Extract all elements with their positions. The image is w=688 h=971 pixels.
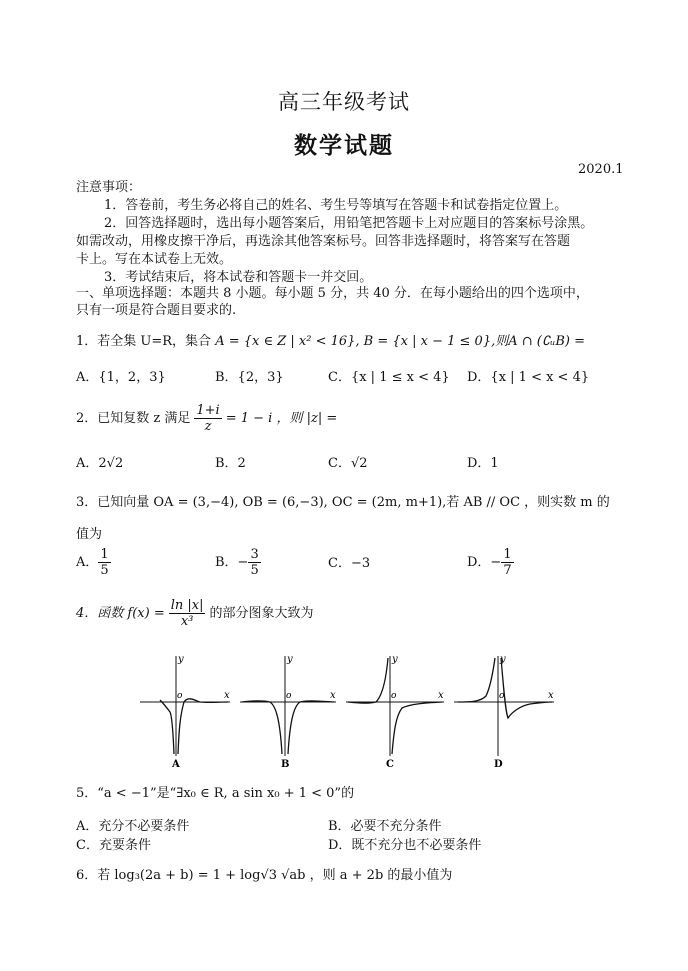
q2-option-d: D．1 (467, 456, 499, 471)
q5-stem: 5．“a < −1”是“∃x₀ ∈ R, a sin x₀ + 1 < 0”的 (76, 786, 355, 801)
q2-stem (76, 403, 337, 434)
q3-option-a (76, 547, 111, 578)
q3-option-b-fraction (248, 547, 260, 578)
notice-item-1: 1．答卷前，考生务必将自己的姓名、考生号等填写在答题卡和试卷指定位置上。 (104, 198, 568, 213)
q6-stem: 6．若 log₃(2a + b) = 1 + log√3 √ab ，则 a + 2b 的最小值为 (76, 868, 453, 883)
q4-graph-d-origin: o (499, 691, 505, 701)
q3-option-a-fraction (98, 547, 110, 578)
q3-option-d (467, 547, 514, 578)
q1-set-b: , B = {x | x − 1 ≤ 0} (355, 334, 492, 349)
q4-graph-a (140, 654, 230, 770)
q3-stem-line-2: 值为 (76, 527, 103, 542)
notice-item-2-line-3: 卡上。写在本试卷上无效。 (76, 252, 233, 267)
q3-option-a-label: A． (76, 554, 99, 570)
q3-option-c: C．−3 (328, 556, 371, 571)
q4-graph-b-y-label: y (287, 654, 293, 665)
q4-graph-b-origin: o (286, 691, 292, 701)
q4-graph-b-label: B (281, 759, 290, 770)
q4-graph-c-origin: o (391, 691, 397, 701)
q4-stem-prefix: 4．函数 f(x) = (76, 605, 165, 621)
q3-option-d-numerator: 1 (503, 547, 512, 562)
q4-graph-d-x-label: x (548, 690, 554, 701)
q4-graph-a-origin: o (177, 691, 183, 701)
q4-stem-suffix: 的部分图象大致为 (209, 605, 314, 621)
q4-graph-b (240, 654, 336, 770)
q4-graphs (140, 650, 560, 772)
q4-fraction-denominator: x³ (180, 614, 194, 629)
q1-stem (76, 334, 585, 350)
q3-option-b-numerator: 3 (250, 547, 259, 562)
q4-graph-a-label: A (172, 759, 180, 770)
q5-option-a: A．充分不必要条件 (76, 819, 190, 834)
q5-option-d: D．既不充分也不必要条件 (328, 838, 482, 853)
q4-stem (76, 598, 314, 629)
q4-graph-a-x-label: x (224, 690, 230, 701)
q3-option-d-label: D．− (467, 554, 502, 570)
q3-stem-line-1: 3．已知向量 OA = (3,−4), OB = (6,−3), OC = (2m, m+1),若 AB // OC ，则实数 m 的 (76, 495, 610, 510)
q2-option-a: A．2√2 (76, 456, 124, 471)
q3-option-d-denominator: 7 (503, 563, 512, 578)
section-heading-line-1: 一、单项选择题：本题共 8 小题。每小题 5 分，共 40 分．在每小题给出的四个选项中， (76, 286, 589, 301)
notice-item-2-line-1: 2．回答选择题时，选出每小题答案后，用铅笔把答题卡上对应题目的答案标号涂黑。 (104, 216, 594, 231)
q2-option-c: C．√2 (328, 456, 368, 471)
q1-ask: ,则A ∩ (∁ᵤB) = (491, 334, 585, 349)
exam-date: 2020.1 (578, 162, 624, 177)
q2-stem-prefix: 2．已知复数 z 满足 (76, 410, 191, 426)
q3-option-b-denominator: 5 (250, 563, 259, 578)
q2-fraction-denominator: z (204, 419, 212, 434)
q4-graph-d-y-label: y (500, 654, 506, 665)
notice-heading: 注意事项： (76, 180, 142, 195)
q3-option-d-fraction (501, 547, 513, 578)
q4-graph-d (454, 654, 554, 770)
q3-option-b (215, 547, 261, 578)
q1-option-a: A．{1，2，3} (76, 370, 166, 385)
q4-graph-c-y-label: y (392, 654, 398, 665)
q2-fraction (194, 403, 221, 434)
q5-option-b: B．必要不充分条件 (328, 819, 442, 834)
q3-option-b-label: B．− (215, 554, 249, 570)
q4-graph-c-x-label: x (438, 690, 444, 701)
notice-item-3: 3．考试结束后，将本试卷和答题卡一并交回。 (104, 270, 373, 285)
q4-fraction (169, 598, 206, 629)
section-heading-line-2: 只有一项是符合题目要求的. (76, 303, 237, 318)
q2-fraction-numerator: 1+i (196, 403, 220, 418)
q5-option-c: C．充要条件 (76, 838, 151, 853)
q1-option-b: B．{2，3} (215, 370, 284, 385)
subject-title: 数学试题 (294, 132, 394, 159)
q4-graph-c (346, 654, 444, 770)
q4-fraction-numerator: ln |x| (170, 598, 204, 613)
q4-graph-b-x-label: x (330, 690, 336, 701)
q3-option-a-numerator: 1 (100, 547, 109, 562)
q1-set-a: A = {x ∈ Z | x² < 16} (215, 334, 356, 349)
q4-graph-c-label: C (386, 759, 394, 770)
q3-option-a-denominator: 5 (100, 563, 109, 578)
notice-item-2-line-2: 如需改动，用橡皮擦干净后，再选涂其他答案标号。回答非选择题时，将答案写在答题 (76, 234, 571, 249)
q2-option-b: B．2 (215, 456, 246, 471)
q1-option-d: D．{x | 1 < x < 4} (467, 370, 590, 385)
q2-stem-suffix: = 1 − i ，则 |z| = (225, 410, 338, 426)
q1-option-c: C．{x | 1 ≤ x < 4} (328, 370, 450, 385)
q1-stem-prefix: 1．若全集 U=R，集合 (76, 334, 212, 349)
exam-title: 高三年级考试 (278, 90, 410, 114)
q4-graph-a-y-label: y (178, 654, 184, 665)
q4-graph-d-label: D (494, 759, 503, 770)
